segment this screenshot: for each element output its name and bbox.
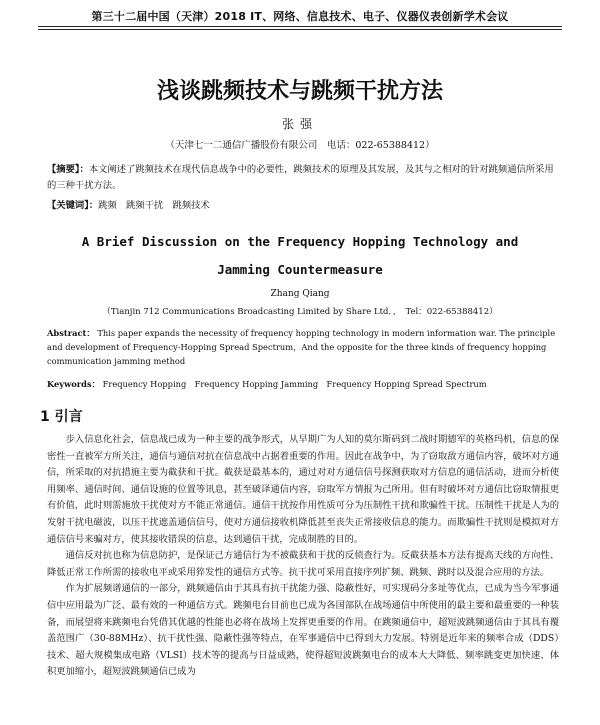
english-affiliation: （Tianjin 712 Communications Broadcasting Limited by Share Ltd．， Tel：022-65388412） [102, 307, 498, 317]
english-author: Zhang Qiang [270, 289, 330, 299]
english-abstract-text: This paper expands the necessity of frequency hopping technology in modern information war. The principle and development of Frequency-Hopping Spread Spectrum，And the opposite for the three kinds of frequency hopping communication jamming method [47, 328, 556, 366]
header-rule-top [38, 26, 562, 27]
english-title-line-2: Jamming Countermeasure [217, 262, 383, 277]
english-keywords [47, 377, 559, 391]
header-rule-bottom [38, 29, 562, 30]
english-title-line-1: A Brief Discussion on the Frequency Hopping Technology and [81, 234, 519, 249]
conference-header: 第三十二届中国（天津）2018 IT、网络、信息技术、电子、仪器仪表创新学术会议 [91, 10, 509, 23]
body-paragraph: 步入信息化社会，信息战已成为一种主要的战争形式，从早期广为人知的莫尔斯码到二战时期德军的英格玛机，信息的保密性一直被军方所关注，通信与通信对抗在信息战中占据着重要的作用。因此在战争中，为了窃取敌方通信内容，破坏对方通信，所采取的对抗措施主要为截获和干扰。截获是最基本的，通过对对方通信信号探测获取对方信息的通信活动，进而分析使用频率、通信时间、通信设施的位置等讯息，甚至破译通信内容，窃取军方情报为己所用。但有时破坏对方通信比窃取情报更有价值，此时则需施放干扰使对方不能正常通信。通信干扰按作用性质可分为压制性干扰和欺骗性干扰。压制性干扰是人为的发射干扰电磁波，以压干扰遮盖通信信号，使对方通信接收机降低甚至丧失正常接收信息的能力。而欺骗性干扰则是模拟对方通信信号来骗对方，使其接收错误的信息，达到通信干扰，完成制胜的目的。 [47, 434, 559, 545]
english-abstract [47, 326, 559, 368]
chinese-abstract-text: 本文阐述了跳频技术在现代信息战争中的必要性，跳频技术的原理及其发展，及其与之相对的针对跳频通信所采用的三种干扰方法。 [47, 164, 554, 191]
section-body [47, 432, 559, 681]
body-paragraph: 作为扩展频谱通信的一部分，跳频通信由于其具有抗干扰能力强、隐蔽性好，可实现码分多址等优点，已成为当今军事通信中应用最为广泛、最有效的一种通信方式。跳频电台目前也已成为各国部队在战场通信中所使用的最主要和最重要的一种装备，而展望将来跳频电台凭借其优越的性能也必将在战场上发挥更重要的作用。在跳频通信中，超短波跳频通信由于其具有覆盖范围广（30-88MHz）、抗干扰性强、隐蔽性强等特点，在军事通信中已得到大力发展。特别是近年来的频率合成（DDS）技术、超大规模集成电路（VLSI）技术等的提高与日益成熟，使得超短波跳频电台的成本大大降低、频率跳变更加快速、体积更加缩小，超短波跳频通信已成为 [47, 583, 559, 678]
body-paragraph: 通信反对抗也称为信息防护，是保证己方通信行为不被截获和干扰的反侦查行为。反截获基本方法有提高天线的方向性、降低正常工作所需的接收电平或采用猝发性的通信方式等。抗干扰可采用直接序列扩频、跳频、跳时以及混合应用的方法。 [47, 550, 559, 578]
chinese-author: 张强 [281, 117, 318, 131]
chinese-keywords [47, 198, 557, 214]
english-keywords-label: Keywords： [47, 379, 100, 389]
section-heading: 1 引言 [40, 409, 83, 425]
chinese-keywords-label: 【关键词】： [47, 200, 99, 211]
chinese-abstract [47, 162, 557, 194]
chinese-keywords-text: 跳频 跳频干扰 跳频技术 [98, 200, 210, 211]
chinese-affiliation: （天津七一二通信广播股份有限公司 电话：022-65388412） [165, 140, 435, 151]
chinese-title: 浅谈跳频技术与跳频干扰方法 [156, 79, 443, 104]
english-abstract-label: Abstract： [47, 328, 95, 338]
english-keywords-text: Frequency Hopping Frequency Hopping Jamming Frequency Hopping Spread Spectrum [102, 379, 487, 389]
chinese-abstract-label: 【摘要】： [47, 164, 89, 175]
